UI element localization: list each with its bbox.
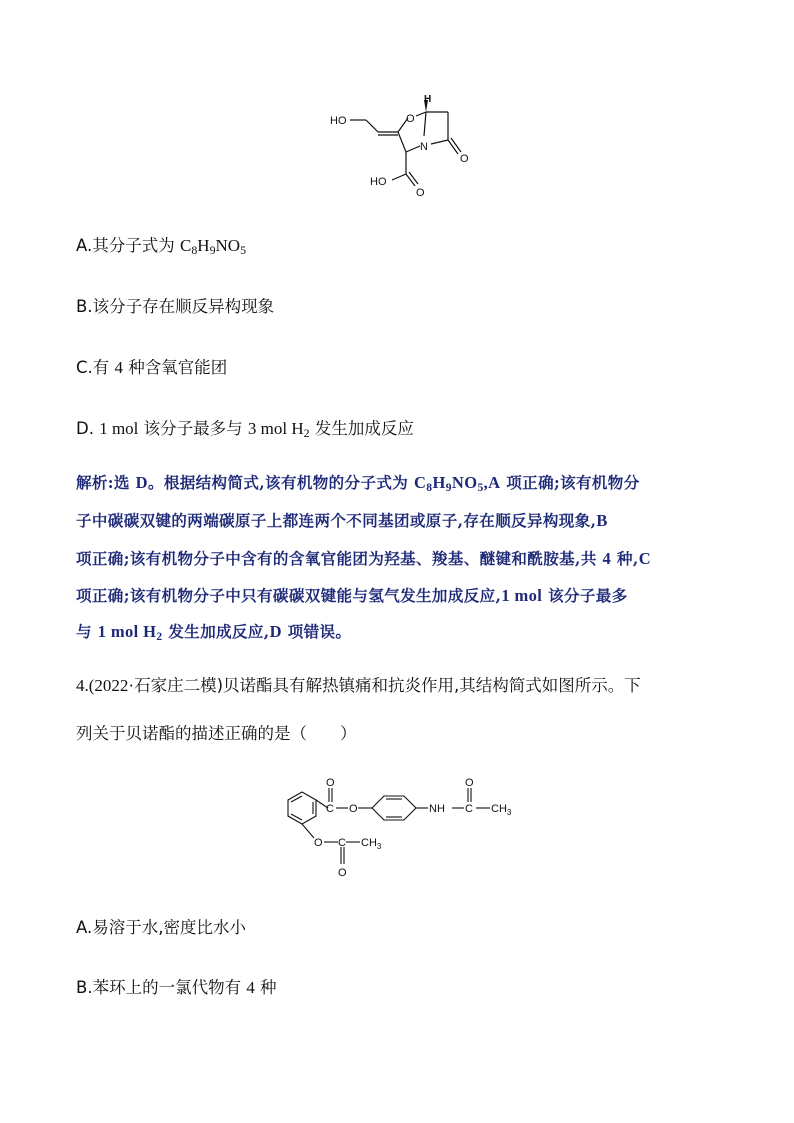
amine-label: NH [429,803,445,815]
nitrogen-label: N [420,141,428,153]
ring-oxygen-label: O [406,113,415,125]
hydrogen-label: H [424,94,432,105]
q4-option-a: A.易溶于水,密度比水小 [76,918,246,937]
molecule-structure-1 [320,88,480,208]
analysis-line-2: 子中碳碳双键的两端碳原子上都连两个不同基团或原子,存在顺反异构现象,B [76,511,608,530]
molecule-structure-2 [268,772,528,887]
ester-oxygen-label: O [349,803,358,815]
analysis-line-4: 项正确;该有机物分子中只有碳碳双键能与氢气发生加成反应,1 mol 该分子最多 [76,586,628,605]
option-d: D. 1 mol 该分子最多与 3 mol $H_2$ 发生加成反应 [76,419,414,440]
analysis-line-1: 解析:选 D。根据结构简式,该有机物的分子式为 $C_8H_9NO_5,A$ 项正确;该有机物分 [76,473,640,494]
carbon-label-1: C [326,803,334,815]
lower-ester-oxygen: O [314,837,323,849]
carbon-label-3: C [338,837,346,849]
keto-oxygen-label: O [460,153,469,165]
carbonyl-oxygen-3: O [338,867,347,879]
option-a: A.其分子式为 $C_8H_9NO_5$ [76,236,247,257]
acid-oxygen-label: O [416,187,425,199]
carbonyl-oxygen-2: O [465,777,474,789]
acid-hydroxyl-label: HO [370,176,387,188]
carbonyl-oxygen-1: O [326,777,335,789]
hydroxyl-label: HO [330,115,347,127]
methyl-label-1: $CH_3$ [491,803,512,817]
question-4-line-1: 4.(2022·石家庄二模)贝诺酯具有解热镇痛和抗炎作用,其结构简式如图所示。下 [76,676,641,695]
analysis-line-5: 与 1 mol $H_2$ 发生加成反应,D 项错误。 [76,622,352,643]
analysis-line-3: 项正确;该有机物分子中含有的含氧官能团为羟基、羧基、醚键和酰胺基,共 4 种,C [76,549,652,568]
option-b: B.该分子存在顺反异构现象 [76,297,275,316]
question-4-line-2: 列关于贝诺酯的描述正确的是（ ） [76,724,357,743]
carbon-label-2: C [465,803,473,815]
methyl-label-2: $CH_3$ [361,837,382,851]
q4-option-b: B.苯环上的一氯代物有 4 种 [76,978,277,997]
option-c: C.有 4 种含氧官能团 [76,358,228,377]
